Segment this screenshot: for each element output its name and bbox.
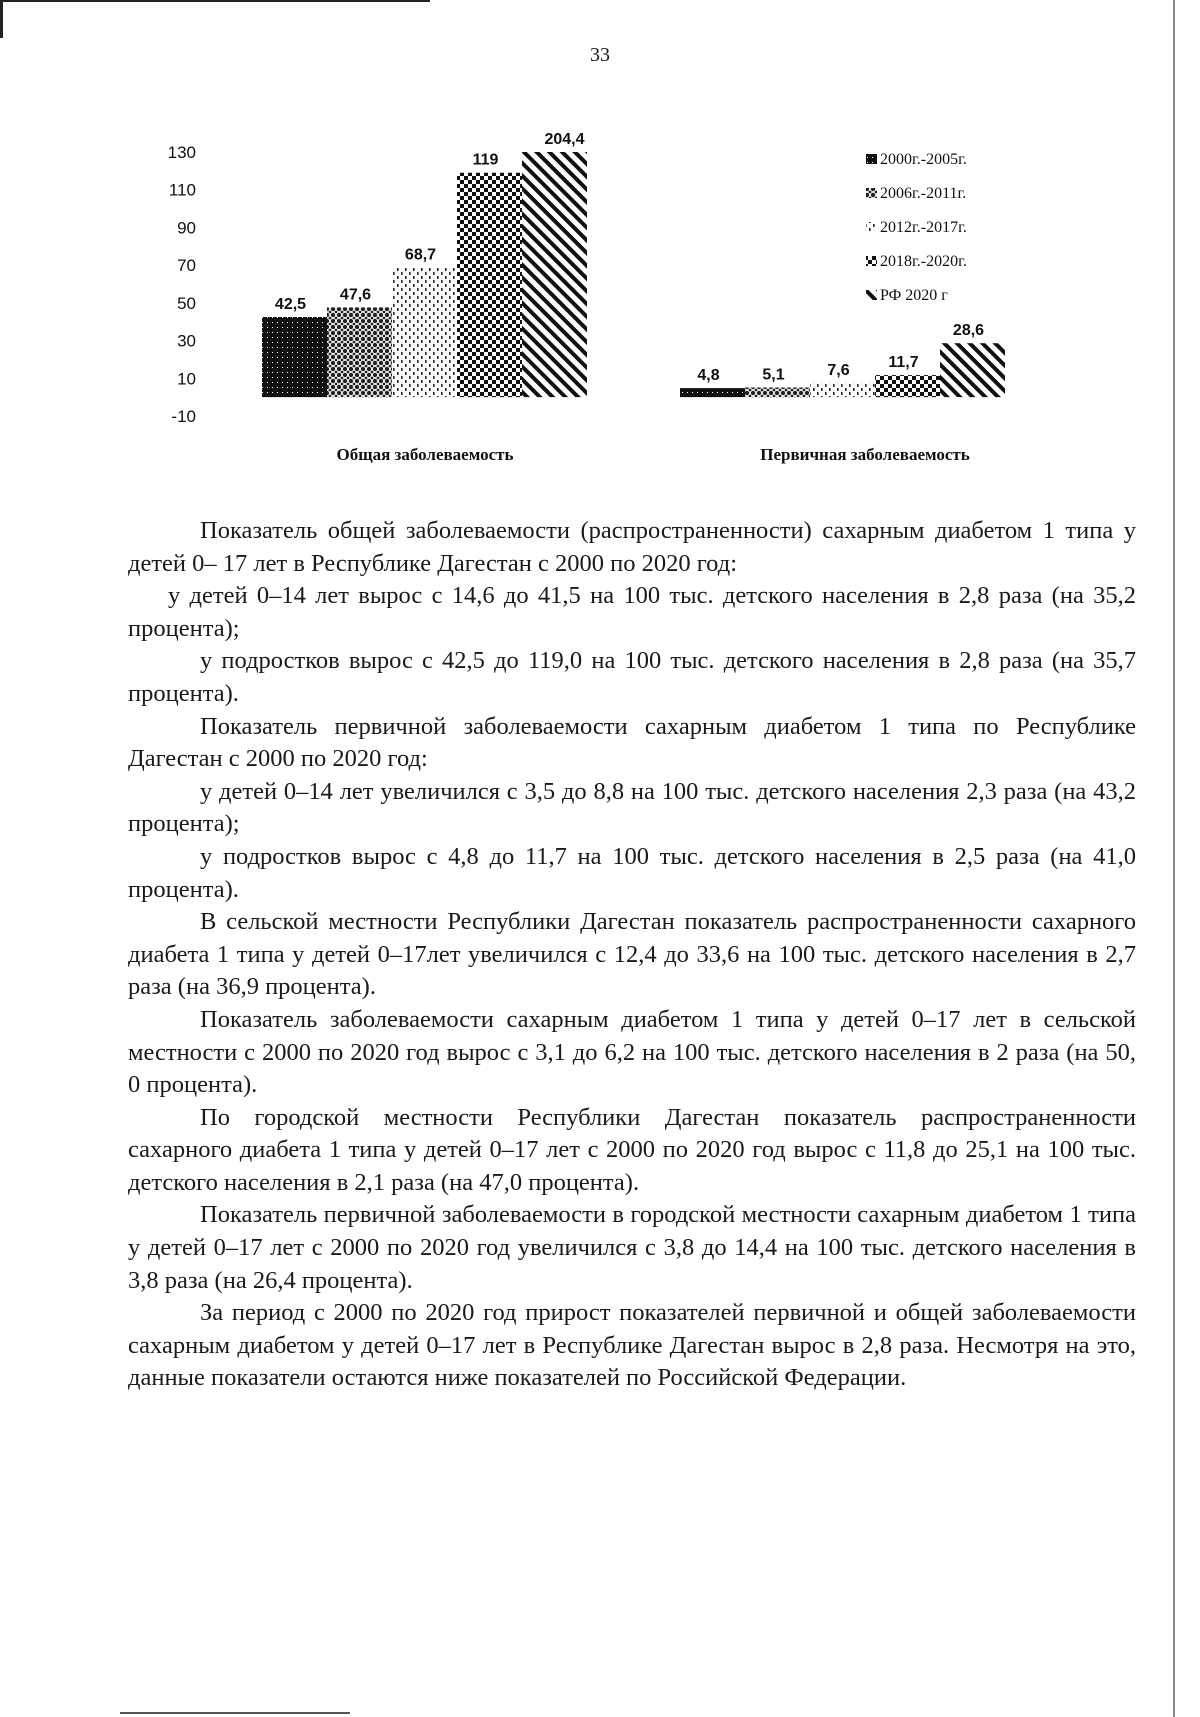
paragraph: у детей 0–14 лет увеличился с 3,5 до 8,8 на 100 тыс. детского населения 2,3 раза (на 43,2 процента); [128, 777, 1136, 838]
paragraph: у подростков вырос с 42,5 до 119,0 на 100 тыс. детского населения в 2,8 раза (на 35,7 процента). [128, 647, 1136, 707]
data-label: 204,4 [544, 131, 585, 148]
legend-swatch-2 [866, 222, 877, 232]
y-tick-label: -10 [171, 407, 196, 426]
category-label-1: Первичная заболеваемость [760, 445, 970, 464]
legend-swatch-0 [866, 154, 877, 164]
paragraph: у детей 0–14 лет вырос с 14,6 до 41,5 на 100 тыс. детского населения в 2,8 раза (на 35,2 процента); [128, 582, 1136, 642]
bar-0-1 [680, 388, 745, 397]
data-label: 68,7 [404, 246, 437, 264]
category-label-0: Общая заболеваемость [336, 445, 514, 464]
legend-label-4: РФ 2020 г [880, 287, 948, 304]
paragraph: Показатель заболеваемости сахарным диабетом 1 типа у детей 0–17 лет в сельской местности с 2000 по 2020 год вырос с 3,1 до 6,2 на 100 тыс. детского населения в 2 раза (на 50, 0 процента). [128, 1005, 1136, 1099]
page-number: 33 [590, 44, 610, 66]
data-label: 5,1 [762, 366, 785, 384]
y-tick-label: 10 [177, 369, 196, 389]
data-label: 47,6 [339, 286, 372, 304]
data-label: 7,6 [827, 361, 850, 379]
data-label: 42,5 [274, 296, 307, 313]
paragraph: у подростков вырос с 4,8 до 11,7 на 100 тыс. детского населения в 2,5 раза (на 41,0 процента). [128, 842, 1136, 903]
y-tick-label: 90 [177, 218, 196, 238]
legend-label-1: 2006г.-2011г. [880, 185, 967, 202]
bar-2-0 [392, 268, 457, 398]
bar-1-0 [327, 307, 392, 397]
body-text [128, 515, 1136, 1395]
legend-label-3: 2018г.-2020г. [880, 253, 967, 270]
paragraph: Показатель общей заболеваемости (распространенности) сахарным диабетом 1 типа у детей 0– 17 лет в Республике Дагестан с 2000 по 2020 год: [128, 517, 1136, 577]
bar-4-1 [940, 343, 1005, 397]
bar-4-0 [522, 152, 587, 397]
y-tick-label: 130 [167, 143, 196, 162]
bar-1-1 [745, 388, 810, 398]
data-label: 4,8 [697, 367, 720, 385]
data-label: 119 [472, 151, 499, 169]
paragraph: В сельской местности Республики Дагестан показатель распространенности сахарного диабета 1 типа у детей 0–17лет увеличился с 12,4 до 33,6 на 100 тыс. детского населения в 2,7 раза (на 36,9 процента). [128, 908, 1136, 1001]
y-tick-label: 110 [168, 180, 196, 200]
bar-0-0 [262, 317, 327, 397]
data-label: 11,7 [888, 354, 919, 372]
y-tick-label: 70 [177, 256, 196, 276]
legend-label-0: 2000г.-2005г. [880, 151, 967, 168]
scan-edge-bottom [120, 1712, 350, 1714]
data-label: 28,6 [952, 322, 985, 340]
bar-2-1 [810, 383, 875, 397]
paragraph: За период с 2000 по 2020 год прирост показателей первичной и общей заболеваемости сахарным диабетом у детей 0–17 лет в Республике Дагестан вырос в 2,8 раза. Несмотря на это, данные показатели остаются ниже показателей по Российской Федерации. [128, 1299, 1136, 1392]
paragraph: По городской местности Республики Дагестан показатель распространенности сахарного диабета 1 типа у детей 0–17 лет с 2000 по 2020 год вырос с 11,8 до 25,1 на 100 тыс. детского населения в 2,1 раза (на 47,0 процента). [128, 1103, 1136, 1196]
legend-swatch-4 [866, 290, 877, 300]
legend-swatch-1 [866, 188, 877, 198]
bar-3-1 [875, 375, 940, 397]
bar-3-0 [457, 173, 522, 397]
paragraph: Показатель первичной заболеваемости сахарным диабетом 1 типа по Республике Дагестан с 2000 по 2020 год: [128, 712, 1136, 773]
legend-label-2: 2012г.-2017г. [880, 219, 967, 236]
y-tick-label: 30 [177, 331, 196, 351]
bar-chart [0, 0, 1200, 480]
legend-swatch-3 [866, 256, 877, 266]
y-tick-label: 50 [177, 293, 196, 313]
paragraph: Показатель первичной заболеваемости в городской местности сахарным диабетом 1 типа у детей 0–17 лет с 2000 по 2020 год увеличился с 3,8 до 14,4 на 100 тыс. детского населения в 3,8 раза (на 26,4 процента). [128, 1201, 1136, 1294]
